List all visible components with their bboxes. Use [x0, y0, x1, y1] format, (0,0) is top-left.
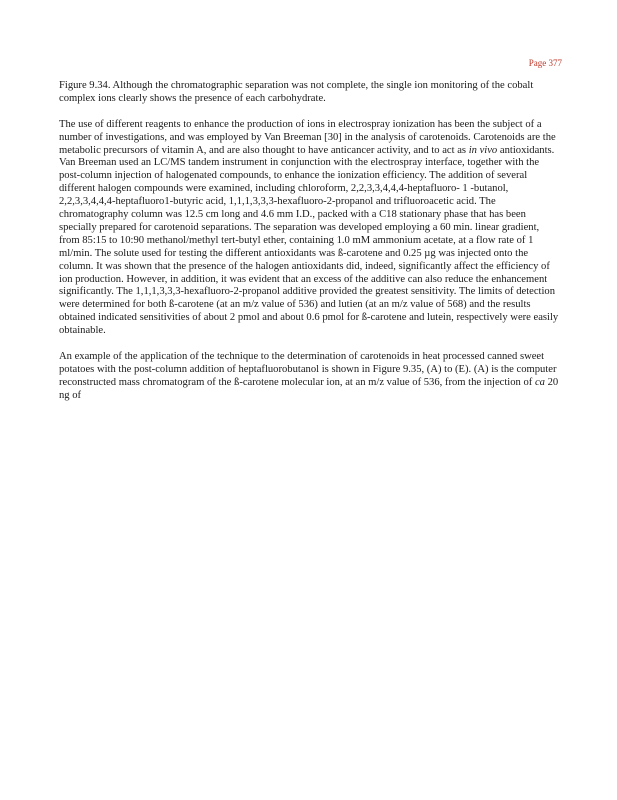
- text-segment: Figure 9.34. Although the chromatographic separation was not complete, the single ion monitoring of the cobalt complex ions clearly shows the presence of each carbohydrate.: [59, 80, 534, 104]
- paragraph: [59, 351, 562, 403]
- text-segment: 20 ng of: [59, 376, 559, 401]
- page-number: Page 377: [528, 58, 562, 68]
- paragraph: [59, 119, 562, 338]
- text-segment: The use of different reagents to enhance the production of ions in electrospray ionization has been the subject of a number of investigations, and was employed by Van Breeman [30] in the analysis of carotenoids. Carotenoids are the metabolic precursors of vitamin A, and are also thought to have anticancer activity, and to act as: [59, 118, 556, 156]
- document-body: [59, 80, 562, 416]
- italic-text-segment: in vivo: [468, 144, 498, 156]
- italic-text-segment: ca: [534, 376, 545, 388]
- paragraph: [59, 80, 562, 106]
- text-segment: An example of the application of the technique to the determination of carotenoids in heat processed canned sweet potatoes with the post-column addition of heptafluorobutanol is shown in Figure 9.35, (A) to (E). (A) is the computer reconstructed mass chromatogram of the ß-carotene molecular ion, at an m/z value of 536, from the injection of: [59, 351, 557, 388]
- text-segment: antioxidants. Van Breeman used an LC/MS tandem instrument in conjunction with the electrospray interface, together with the post-column injection of halogenated compounds, to enhance the ionization efficiency. The addition of several different halogen compounds were examined, including chloroform, 2,2,3,3,4,4,4-heptafluoro- 1 -butanol, 2,2,3,3,4,4,4-heptafluoro1-butyric acid, 1,1,1,3,3,3-hexafluoro-2-propanol and trifluoroacetic acid. The chromatography column was 12.5 cm long and 4.6 mm I.D., packed with a C18 stationary phase that has been specially prepared for carotenoid separations. The separation was developed employing a 60 min. linear gradient, from 85:15 to 10:90 methanol/methyl tert-butyl ether, containing 1.0 mM ammonium acetate, at a flow rate of 1 ml/min. The solute used for testing the different antioxidants was ß-carotene and 0.25 µg was injected onto the column. It was shown that the presence of the halogen antioxidants did, indeed, significantly affect the efficiency of ion production. However, in addition, it was evident that an excess of the additive can also reduce the enhancement significantly. The 1,1,1,3,3,3-hexafluoro-2-propanol additive provided the greatest sensitivity. The limits of detection were determined for both ß-carotene (at an m/z value of 536) and lutien (at an m/z value of 568) and the results obtained indicated sensitivities of about 2 pmol and about 0.6 pmol for ß-carotene and lutein, respectively were easily obtainable.: [59, 144, 559, 337]
